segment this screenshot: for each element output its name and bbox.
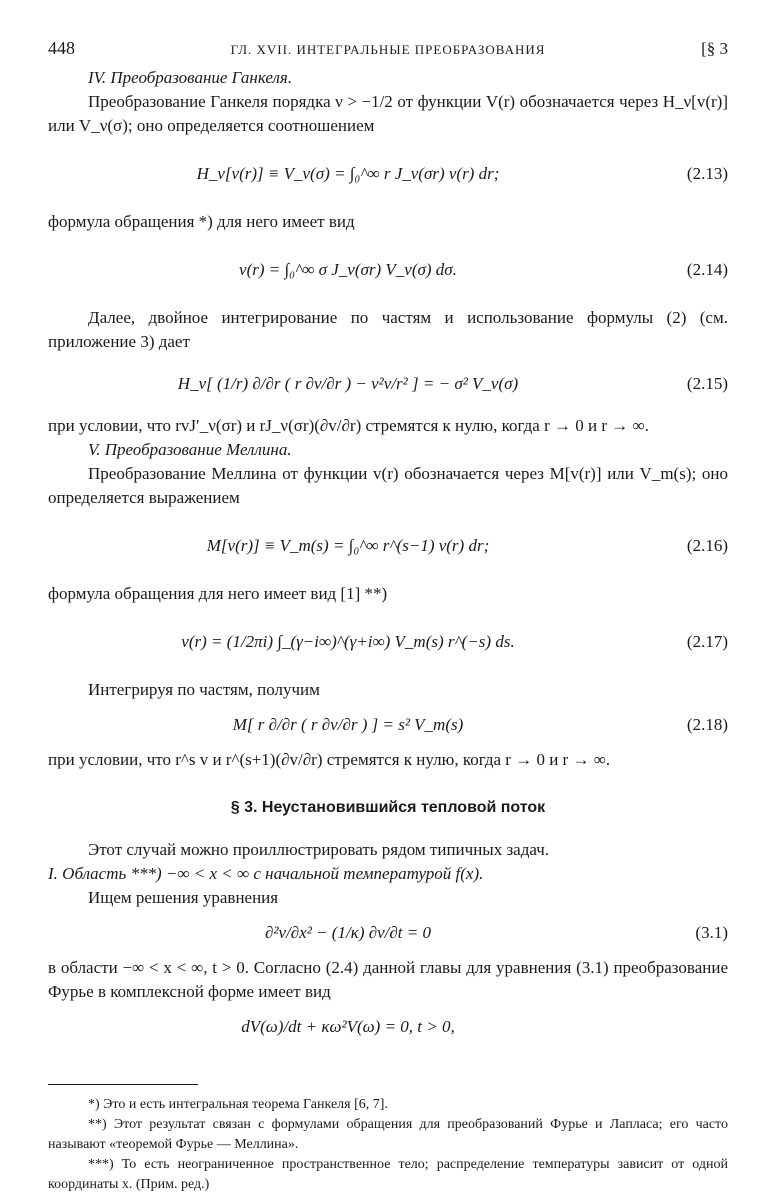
hankel-paragraph-3: Далее, двойное интегрирование по частям и использование формулы (2) (см. приложение 3) дает <box>48 308 728 351</box>
book-page <box>48 36 728 1195</box>
page-header <box>48 36 728 66</box>
equation-3-1-number: (3.1) <box>695 923 728 942</box>
equation-2-17 <box>48 606 728 678</box>
section-3-paragraph-1: Этот случай можно проиллюстрировать рядом типичных задач. <box>88 840 550 859</box>
mellin-title: V. Преобразование Меллина. <box>88 440 292 459</box>
equation-2-17-body: v(r) = (1/2πi) ∫_(γ−i∞)^(γ+i∞) V_m(s) r^(−s) ds. <box>181 632 515 651</box>
mellin-paragraph-3: Интегрируя по частям, получим <box>88 680 320 699</box>
equation-2-16-body: M[v(r)] ≡ V_m(s) = ∫₀^∞ r^(s−1) v(r) dr; <box>206 536 490 555</box>
equation-2-14-body: v(r) = ∫₀^∞ σ J_ν(σr) V_ν(σ) dσ. <box>239 260 457 279</box>
hankel-paragraph-1: Преобразование Ганкеля порядка ν > −1/2 от функции V(r) обозначается через H_ν[v(r)] или V_ν(σ); оно определяется соотношением <box>48 92 728 135</box>
hankel-title: IV. Преобразование Ганкеля. <box>88 68 293 87</box>
section-3-paragraph-3: в области −∞ < x < ∞, t > 0. Согласно (2.4) данной главы для уравнения (3.1) преобразование Фурье в комплексной форме имеет вид <box>48 958 728 1001</box>
equation-2-18-body: M[ r ∂/∂r ( r ∂v/∂r ) ] = s² V_m(s) <box>232 715 464 734</box>
section-3-subheading-1: I. Область ***) −∞ < x < ∞ с начальной температурой f(x). <box>48 864 484 883</box>
equation-2-15-body: H_ν[ (1/r) ∂/∂r ( r ∂v/∂r ) − ν²v/r² ] = − σ² V_ν(σ) <box>177 374 519 393</box>
footnote-rule <box>48 1084 198 1085</box>
equation-2-18-number: (2.18) <box>686 715 728 734</box>
hankel-paragraph-2: формула обращения *) для него имеет вид <box>48 212 355 231</box>
section-3-paragraph-2: Ищем решения уравнения <box>88 888 279 907</box>
equation-3-1-body: ∂²v/∂x² − (1/κ) ∂v/∂t = 0 <box>265 923 431 942</box>
equation-2-17-number: (2.17) <box>686 632 728 651</box>
mellin-paragraph-2: формула обращения для него имеет вид [1] **) <box>48 584 388 603</box>
footnote-2: **) Этот результат связан с формулами обращения для преобразований Фурье и Лапласа; его часто называют «теоремой Фурье — Меллина». <box>48 1117 728 1152</box>
equation-2-16 <box>48 510 728 582</box>
hankel-paragraph-4: при условии, что rvJ′_ν(σr) и rJ_ν(σr)(∂v/∂r) стремятся к нулю, когда r → 0 и r → ∞. <box>48 416 649 435</box>
equation-2-13-body: H_ν[v(r)] ≡ V_ν(σ) = ∫₀^∞ r J_ν(σr) v(r) dr; <box>196 164 500 183</box>
equation-fourier-ode-body: dV(ω)/dt + κω²V(ω) = 0, t > 0, <box>241 1017 455 1036</box>
running-title: ГЛ. XVII. ИНТЕГРАЛЬНЫЕ ПРЕОБРАЗОВАНИЯ <box>230 42 546 57</box>
mellin-paragraph-1: Преобразование Меллина от функции v(r) обозначается через M[v(r)] или V_m(s); оно определяется выражением <box>48 464 728 507</box>
mellin-paragraph-4: при условии, что r^s v и r^(s+1)(∂v/∂r) стремятся к нулю, когда r → 0 и r → ∞. <box>48 750 611 769</box>
equation-2-16-number: (2.16) <box>686 536 728 555</box>
section-3-heading: § 3. Неустановившийся тепловой поток <box>230 799 546 816</box>
equation-2-15 <box>48 354 728 414</box>
section-mark: [§ 3 <box>701 39 728 58</box>
page-number: 448 <box>48 38 75 58</box>
footnote-1: *) Это и есть интегральная теорема Ганкеля [6, 7]. <box>88 1097 388 1112</box>
equation-3-1 <box>48 910 728 956</box>
equation-2-15-number: (2.15) <box>686 374 728 393</box>
equation-2-18 <box>48 702 728 748</box>
equation-2-13 <box>48 138 728 210</box>
footnote-3: ***) То есть неограниченное пространственное тело; распределение температуры зависит от одной координаты x. (Прим. ред.) <box>48 1157 728 1192</box>
equation-2-14 <box>48 234 728 306</box>
equation-2-13-number: (2.13) <box>686 164 728 183</box>
equation-fourier-ode <box>48 1004 728 1050</box>
equation-2-14-number: (2.14) <box>686 260 728 279</box>
